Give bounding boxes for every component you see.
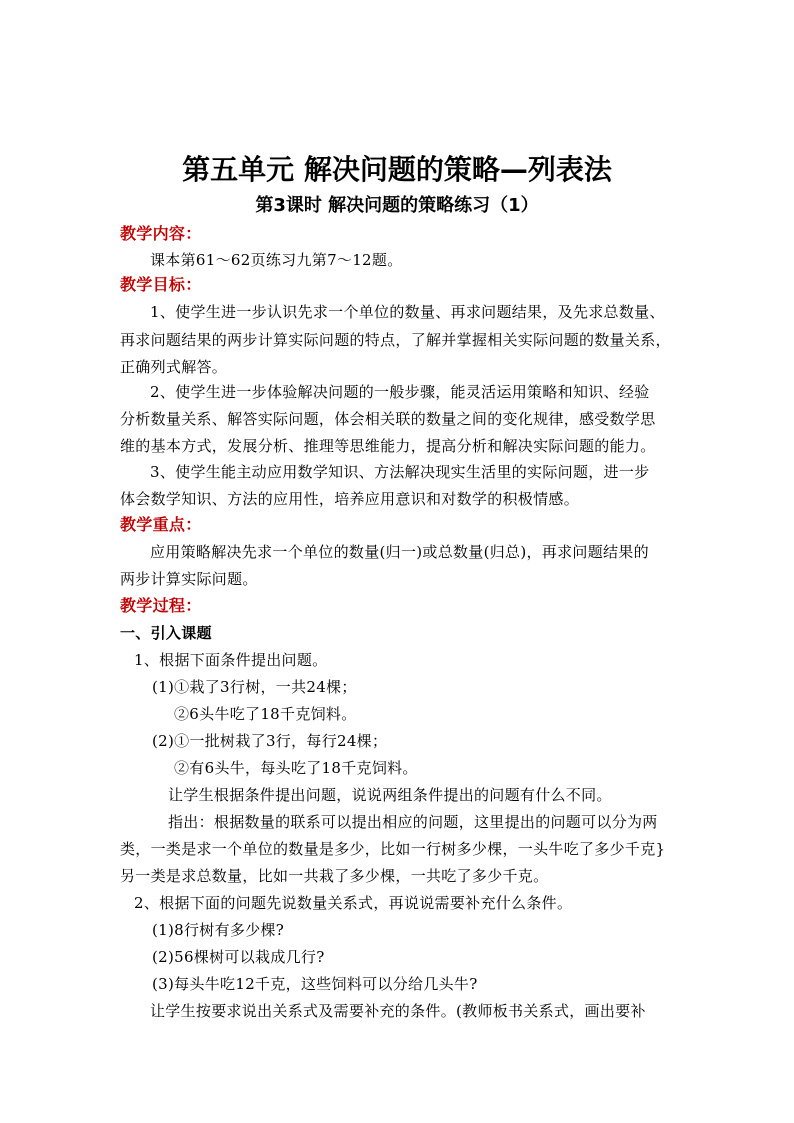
text-line: (1)8行树有多少棵? (152, 921, 285, 939)
text-line: ②6头牛吃了18千克饲料。 (174, 705, 357, 723)
text-line: 再求问题结果的两步计算实际问题的特点，了解并掌握相关实际问题的数量关系， (120, 331, 671, 349)
text-line: 2、使学生进一步体验解决问题的一般步骤，能灵活运用策略和知识、经验 (150, 383, 650, 401)
text-line: 正确列式解答。 (120, 358, 228, 376)
text-line: 让学生按要求说出关系式及需要补充的条件。(教师板书关系式，画出要补 (150, 1002, 646, 1020)
text-line: (3)每头牛吃12千克，这些饲料可以分给几头牛? (152, 975, 478, 993)
subsection-heading: 一、引入课题 (120, 624, 212, 642)
text-line: 分析数量关系、解答实际问题，体会相关联的数量之间的变化规律，感受数学思 (120, 410, 656, 428)
text-line: (2)①一批树栽了3行，每行24棵； (152, 732, 388, 750)
section-heading-objectives: 教学目标： (120, 275, 202, 294)
text-line: 应用策略解决先求一个单位的数量(归一)或总数量(归总)，再求问题结果的 (150, 543, 649, 561)
text-line: (1)①栽了3行树，一共24棵； (152, 678, 357, 696)
text-line: 两步计算实际问题。 (120, 570, 258, 588)
section-heading-content: 教学内容： (120, 224, 202, 243)
text-line: 维的基本方式，发展分析、推理等思维能力，提高分析和解决实际问题的能力。 (120, 437, 656, 455)
section-heading-focus: 教学重点： (120, 515, 202, 534)
lesson-subtitle: 第3课时 解决问题的策略练习（1） (255, 195, 539, 216)
section-heading-process: 教学过程： (120, 596, 202, 615)
text-line: 类，一类是求一个单位的数量是多少，比如一行树多少棵，一头牛吃了多少千克} (120, 840, 666, 858)
text-line: 让学生根据条件提出问题，说说两组条件提出的问题有什么不同。 (168, 786, 612, 804)
text-line: ②有6头牛，每头吃了18千克饲料。 (174, 759, 418, 777)
text-line: (2)56棵树可以栽成几行? (152, 948, 325, 966)
text-line: 3、使学生能主动应用数学知识、方法解决现实生活里的实际问题，进一步 (150, 463, 650, 481)
text-line: 体会数学知识、方法的应用性，培养应用意识和对数学的积极情感。 (120, 490, 580, 508)
text-line: 指出：根据数量的联系可以提出相应的问题，这里提出的问题可以分为两 (168, 813, 658, 831)
text-line: 1、使学生进一步认识先求一个单位的数量、再求问题结果，及先求总数量、 (150, 303, 665, 321)
text-line: 2、根据下面的问题先说数量关系式，再说说需要补充什么条件。 (134, 894, 573, 912)
document-title: 第五单元 解决问题的策略—列表法 (182, 153, 612, 186)
text-line: 课本第61～62页练习九第7～12题。 (150, 251, 403, 269)
text-line: 1、根据下面条件提出问题。 (134, 651, 328, 669)
text-line: 另一类是求总数量，比如一共栽了多少棵，一共吃了多少千克。 (120, 867, 549, 885)
